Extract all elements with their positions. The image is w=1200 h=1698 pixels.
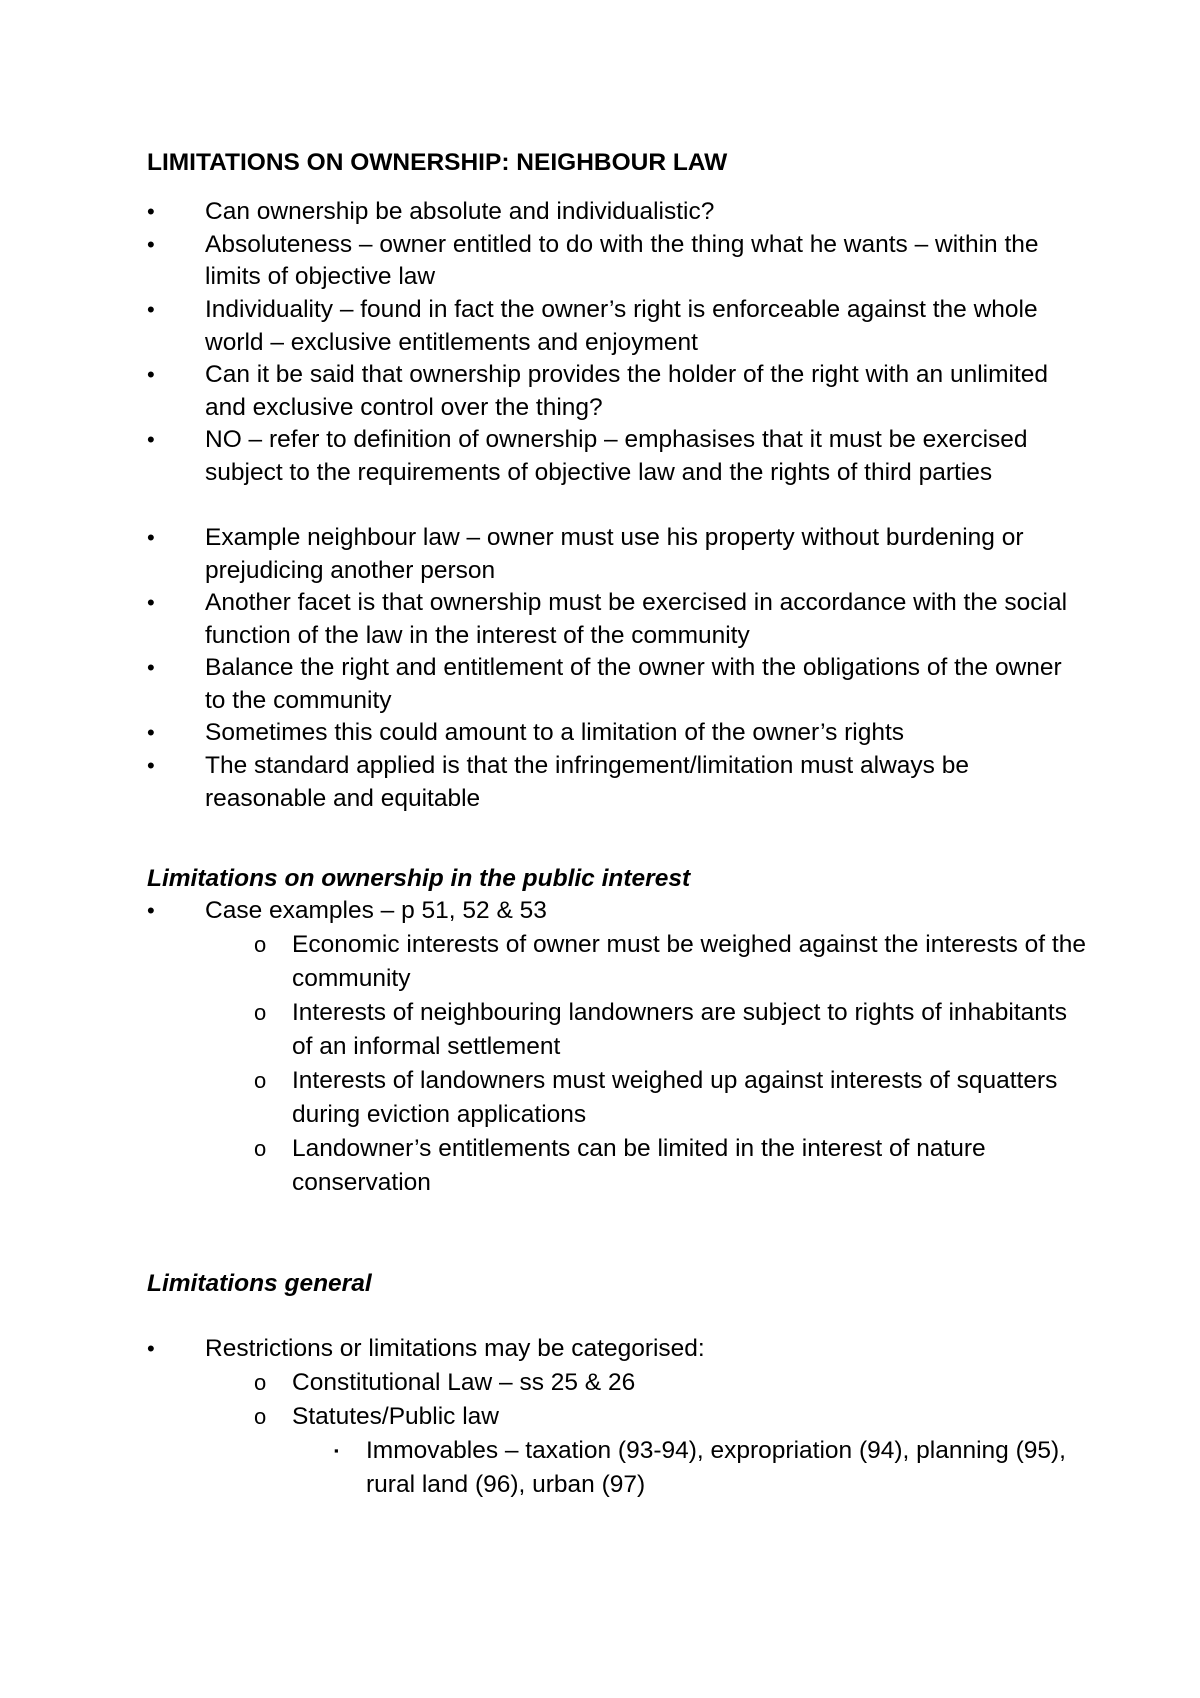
circle-bullet-icon: o [254,1000,267,1025]
list-item-text: Case examples – p 51, 52 & 53 [205,897,547,924]
bullet-icon: • [147,362,155,387]
list-item [147,895,1085,928]
list-item [147,294,1085,359]
list-item [147,717,1085,750]
circle-bullet-icon: o [254,932,267,957]
list-item [147,229,1085,294]
sub-list-item-text: Interests of neighbouring landowners are subject to rights of inhabitants of an informal settlement [292,999,1067,1060]
list-item-text: NO – refer to definition of ownership – emphasises that it must be exercised subject to the requirements of objective law and the rights of third parties [205,426,1028,486]
bullet-icon: • [147,199,155,224]
sub-list-item [254,1366,1092,1400]
sub-list-item [254,996,1092,1064]
list-item-text: Can it be said that ownership provides the holder of the right with an unlimited and exclusive control over the thing? [205,361,1049,421]
sub-list-item [254,1132,1092,1200]
sub-list-item-text: Economic interests of owner must be weighed against the interests of the community [292,931,1086,992]
bullet-icon: • [147,525,155,550]
bullet-icon: • [147,898,155,923]
list-item-text: Can ownership be absolute and individualistic? [205,198,715,225]
bullet-icon: • [147,753,155,778]
sub-list-item-text: Constitutional Law – ss 25 & 26 [292,1369,636,1396]
list-item [147,750,1085,815]
sub-list-item-text: Statutes/Public law [292,1403,499,1430]
list-item-text: The standard applied is that the infringement/limitation must always be reasonable and equitable [205,752,969,812]
section-heading: Limitations general [147,1270,372,1297]
sub-list-item [254,1064,1092,1132]
bullet-icon: • [147,1336,155,1361]
sub-list-item [254,928,1092,996]
list-item [147,359,1085,424]
bullet-icon: • [147,720,155,745]
list-item-text: Sometimes this could amount to a limitation of the owner’s rights [205,719,905,746]
list-item [147,652,1085,717]
sub-sub-list-item-text: Immovables – taxation (93-94), expropriation (94), planning (95), rural land (96), urban (97) [366,1437,1066,1498]
circle-bullet-icon: o [254,1404,267,1429]
list-item [147,1333,1085,1366]
list-item-text: Example neighbour law – owner must use his property without burdening or prejudicing another person [205,524,1024,584]
sub-sub-list-item [334,1434,1086,1502]
circle-bullet-icon: o [254,1068,267,1093]
page-title: LIMITATIONS ON OWNERSHIP: NEIGHBOUR LAW [147,149,728,176]
circle-bullet-icon: o [254,1136,267,1161]
list-item [147,424,1085,489]
list-item-text: Balance the right and entitlement of the owner with the obligations of the owner to the community [205,654,1062,714]
bullet-icon: • [147,655,155,680]
sub-list-item-text: Landowner’s entitlements can be limited in the interest of nature conservation [292,1135,986,1196]
list-item-text: Individuality – found in fact the owner’s right is enforceable against the whole world – exclusive entitlements and enjoyment [205,296,1038,356]
bullet-icon: • [147,297,155,322]
sub-list-item-text: Interests of landowners must weighed up against interests of squatters during eviction applications [292,1067,1058,1128]
square-bullet-icon: ▪ [334,1443,339,1458]
bullet-icon: • [147,231,155,257]
bullet-icon: • [147,590,155,615]
bullet-icon: • [147,427,155,452]
section-heading: Limitations on ownership in the public interest [147,865,691,892]
sub-list-item [254,1400,1092,1434]
list-item [147,587,1085,652]
list-item-text: Another facet is that ownership must be exercised in accordance with the social function of the law in the interest of the community [205,589,1068,649]
list-item [147,522,1085,587]
list-item-text: Absoluteness – owner entitled to do with the thing what he wants – within the limits of objective law [205,230,1039,291]
list-item [147,196,1085,229]
circle-bullet-icon: o [254,1370,267,1395]
list-item-text: Restrictions or limitations may be categorised: [205,1335,705,1362]
